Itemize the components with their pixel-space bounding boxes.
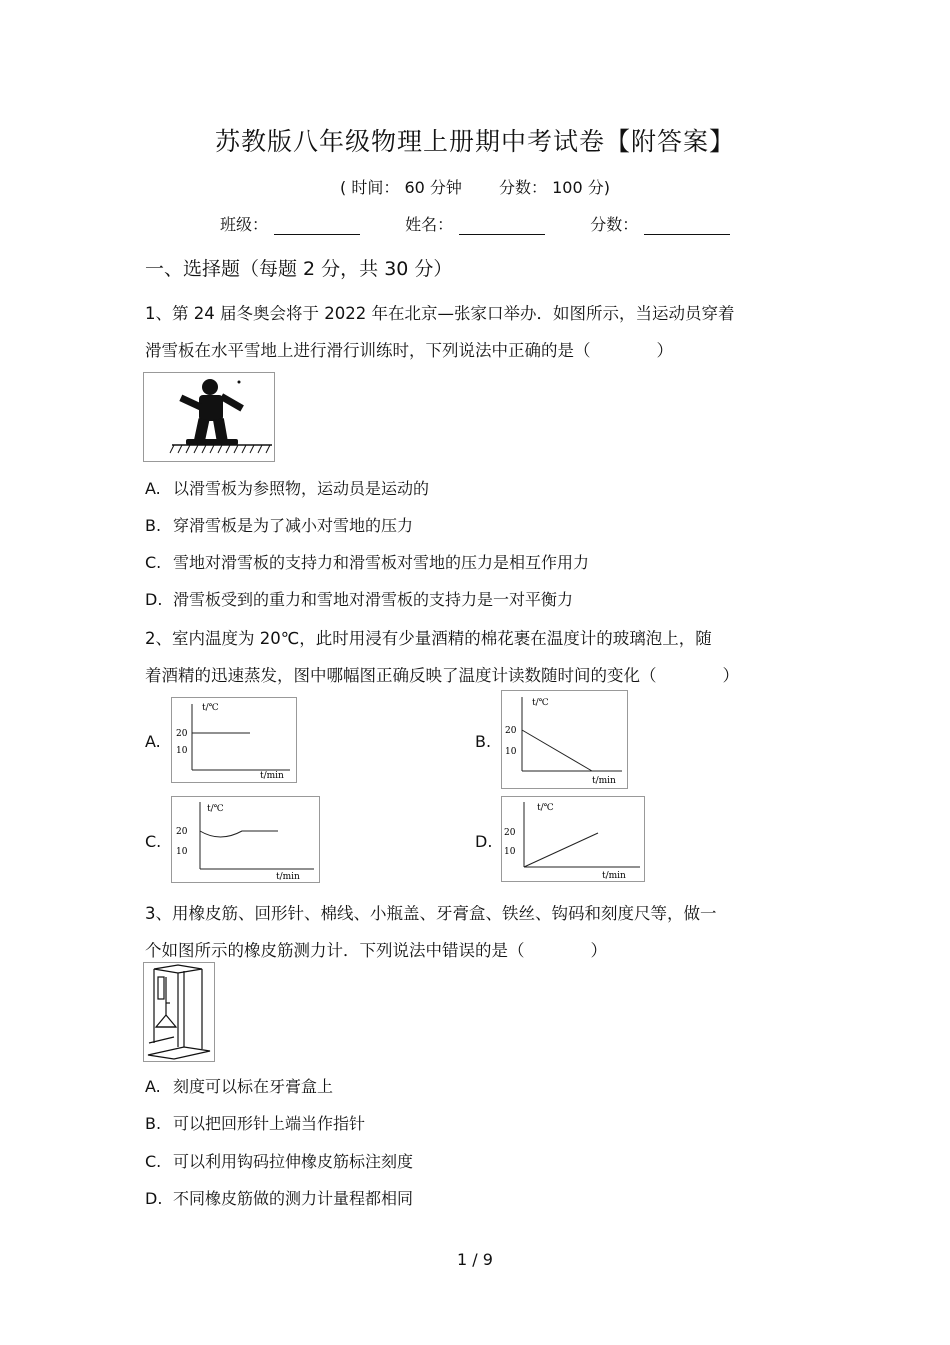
section-heading: 一、选择题（每题 2 分，共 30 分） <box>145 258 453 280</box>
exam-subtitle <box>0 175 950 198</box>
graph-b-tick20: 20 <box>505 726 517 736</box>
name-label: 姓名： <box>405 215 454 234</box>
graph-d-ylabel: t/℃ <box>537 803 554 813</box>
score-blank <box>644 218 730 235</box>
graph-a-tick10: 10 <box>176 746 188 756</box>
graph-d-letter: D. <box>475 832 493 851</box>
graph-b-ylabel: t/℃ <box>532 698 549 708</box>
name-blank <box>459 218 545 235</box>
snowboarder-image <box>143 372 275 462</box>
graph-a-xlabel: t/min <box>260 771 284 781</box>
graph-b-tick10: 10 <box>505 747 517 757</box>
graph-b-line <box>522 730 592 771</box>
graph-b-letter: B. <box>475 732 492 751</box>
graph-d <box>501 796 645 882</box>
spring-scale-image <box>143 962 215 1062</box>
q1-line2: 滑雪板在水平雪地上进行滑行训练时，下列说法中正确的是（ ） <box>145 341 673 360</box>
q1-option-c: C. 雪地对滑雪板的支持力和滑雪板对雪地的压力是相互作用力 <box>145 553 590 572</box>
graph-a-ylabel: t/℃ <box>202 703 219 713</box>
time-info: ( 时间： 60 分钟 <box>340 178 462 197</box>
graph-d-tick10: 10 <box>504 847 516 857</box>
graph-d-tick20: 20 <box>504 828 516 838</box>
graph-c-tick20: 20 <box>176 827 188 837</box>
page-title: 苏教版八年级物理上册期中考试卷【附答案】 <box>214 127 735 156</box>
q3-option-a: A. 刻度可以标在牙膏盒上 <box>145 1077 334 1096</box>
graph-a-tick20: 20 <box>176 729 188 739</box>
graph-b <box>501 690 628 789</box>
graph-c-tick10: 10 <box>176 847 188 857</box>
graph-d-line <box>524 833 598 867</box>
q3-option-d: D. 不同橡皮筋做的测力计量程都相同 <box>145 1189 414 1208</box>
graph-c-xlabel: t/min <box>276 872 300 882</box>
q2-line1: 2、室内温度为 20℃，此时用浸有少量酒精的棉花裹在温度计的玻璃泡上，随 <box>145 629 712 648</box>
student-info <box>220 212 770 235</box>
graph-c-letter: C. <box>145 832 162 851</box>
q1-option-b: B. 穿滑雪板是为了减小对雪地的压力 <box>145 516 414 535</box>
graph-c-line <box>200 831 278 837</box>
page-number: 1 / 9 <box>457 1250 493 1269</box>
q2-line2: 着酒精的迅速蒸发，图中哪幅图正确反映了温度计读数随时间的变化（ ） <box>145 666 739 685</box>
q3-line2: 个如图所示的橡皮筋测力计．下列说法中错误的是（ ） <box>145 941 607 960</box>
graph-c-ylabel: t/℃ <box>207 804 224 814</box>
q3-option-b: B. 可以把回形针上端当作指针 <box>145 1114 366 1133</box>
class-label: 班级： <box>220 215 269 234</box>
q3-line1: 3、用橡皮筋、回形针、棉线、小瓶盖、牙膏盒、铁丝、钩码和刻度尺等，做一 <box>145 904 717 923</box>
graph-a-letter: A. <box>145 732 161 751</box>
graph-d-xlabel: t/min <box>602 871 626 881</box>
score-info: 分数： 100 分) <box>499 178 610 197</box>
q3-option-c: C. 可以利用钩码拉伸橡皮筋标注刻度 <box>145 1152 414 1171</box>
graph-a <box>171 697 297 783</box>
q1-line1: 1、第 24 届冬奥会将于 2022 年在北京—张家口举办．如图所示，当运动员穿着 <box>145 304 735 323</box>
q1-option-d: D. 滑雪板受到的重力和雪地对滑雪板的支持力是一对平衡力 <box>145 590 574 609</box>
score-label: 分数： <box>590 215 639 234</box>
class-blank <box>274 218 360 235</box>
q1-option-a: A. 以滑雪板为参照物，运动员是运动的 <box>145 479 430 498</box>
graph-c <box>171 796 320 883</box>
graph-b-xlabel: t/min <box>592 776 616 786</box>
